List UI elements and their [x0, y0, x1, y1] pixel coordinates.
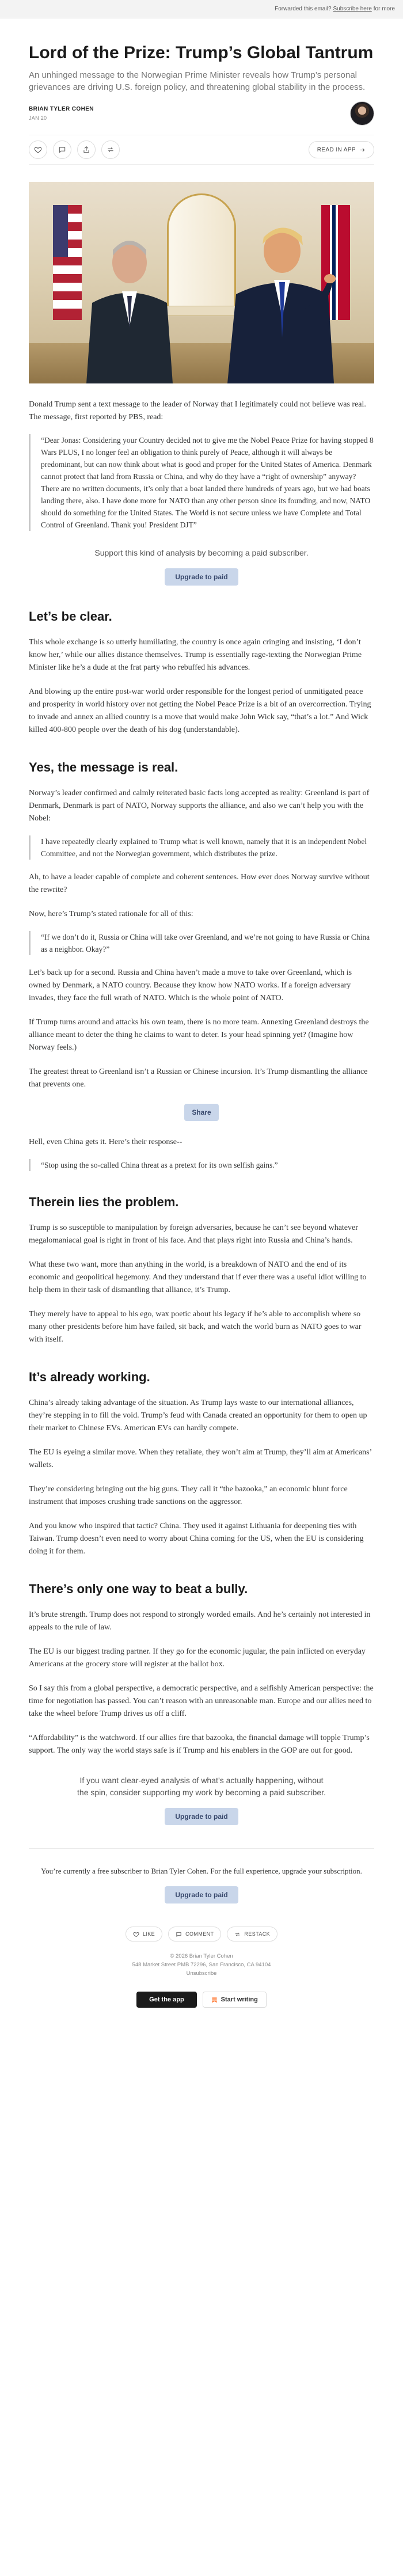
upgrade-subscription-link[interactable]: upgrade your subscription. — [282, 1867, 362, 1875]
pbs-link[interactable]: PBS — [128, 413, 143, 421]
unsubscribe-link[interactable]: Unsubscribe — [186, 1970, 217, 1977]
read-in-app-button[interactable] — [309, 141, 374, 158]
restack-icon — [234, 1931, 241, 1937]
paragraph: This whole exchange is so utterly humiliating, the country is once again cringing and insisting, ‘I don’t know her,’ while our allies distance themselves. Trump is essentially rage-texting the Norwegian Prime Minister like he’s a dude at the frat party who rebuffed his advances. — [29, 638, 362, 672]
read-in-app-label: READ IN APP — [317, 146, 356, 153]
paragraph: If Trump turns around and attacks his own team, there is no more team. Annexing Greenland destroys the alliance meant to deter the thing he claims to want to deter. Is your head spinning yet? (Imagine how Norway feels.) — [29, 1018, 369, 1052]
hero-image[interactable] — [29, 182, 374, 383]
postal-address: 548 Market Street PMB 72296, San Francisco, CA 94104 — [132, 1962, 271, 1968]
paragraph: “Affordability” is the watchword. If our allies fire that bazooka, the financial damage will topple Trump’s support. The only way the world stays safe is if Trump and his enablers in the GOP are out for good. — [29, 1734, 370, 1755]
trump-rationale-quote: “If we don’t do it, Russia or China will take over Greenland, and we’re not going to have Russia or China as a neighbor. Okay?” — [29, 931, 374, 955]
share-icon — [82, 146, 90, 154]
comment-icon — [176, 1931, 182, 1937]
post-title[interactable]: Lord of the Prize: Trump’s Global Tantrum — [29, 43, 374, 62]
norway-pm-quote: I have repeatedly clearly explained to Trump what is well known, namely that it is an independent Nobel Committee, and not the Norwegian government, which distributes the prize. — [29, 835, 374, 860]
paragraph: And you know who inspired that tactic? China. They used it against Lithuania for deepening ties with Taiwan. Trump doesn’t even need to worry about China coming for the US, when the EU is considering doing it for them. — [29, 1522, 364, 1556]
forward-banner — [0, 0, 403, 18]
subscribe-link[interactable]: Subscribe here — [333, 6, 372, 12]
paragraph: The EU is our biggest trading partner. If they go for the economic jugular, the pain inflicted on everyday Americans at the grocery store will register at the ballot box. — [29, 1647, 366, 1669]
paragraph: They’re considering bringing out the big guns. They call it “the bazooka,” an economic blunt force instrument that imposes crushing trade sanctions on the aggressor. — [29, 1485, 348, 1506]
comment-button[interactable] — [53, 140, 71, 159]
paragraph: What these two want, more than anything in the world, is a breakdown of NATO and the end of its economic and geopolitical hegemony. And they understand that if ever there was a useful idiot willing to help them in their task of dismantling that alliance, it’s Trump. — [29, 1260, 367, 1294]
author-link[interactable]: Brian Tyler Cohen — [151, 1867, 207, 1875]
president-figure — [219, 216, 340, 383]
paragraph: Let’s back up for a second. Russia and China haven’t made a move to take over Greenland, which is owned by Denmark, a NATO country. Because they know how NATO works. If a foreign adversary invades, they face the full wrath of NATO. Which is the whole point of NATO. — [29, 968, 352, 1002]
section-heading: It’s already working. — [29, 1370, 150, 1384]
divider — [29, 1848, 374, 1849]
trump-letter-quote: “Dear Jonas: Considering your Country decided not to give me the Nobel Peace Prize for having stopped 8 Wars PLUS, I no longer feel an obligation to think purely of Peace, although it will always be predominant, but can now think about what is good and proper for the United States of America. Denmark cannot protect that land from Russia or China, and why do they have a “right of ownership” anyway? There are no written documents, it’s only that a boat landed there hundreds of years ago, but we had boats landing there, also. I have done more for NATO than any other person since its founding, and now, NATO should do something for the United States. The World is not secure unless we have Complete and Total Control of Greenland. Thank you! President DJT” — [29, 434, 374, 531]
upgrade-to-paid-button[interactable]: Upgrade to paid — [165, 568, 238, 586]
substack-icon — [211, 1997, 218, 2003]
start-writing-button[interactable]: Start writing — [203, 1992, 267, 2008]
restack-pill[interactable]: RESTACK — [227, 1927, 277, 1942]
heart-icon — [34, 146, 42, 154]
app-bar — [29, 1992, 374, 2008]
copyright: © 2026 Brian Tyler Cohen — [170, 1953, 233, 1959]
share-button[interactable] — [77, 140, 96, 159]
subscribe-cta-text: Support this kind of analysis by becoming a paid subscriber. — [94, 548, 309, 557]
section-heading: Let’s be clear. — [29, 609, 112, 624]
paragraph: Trump is so susceptible to manipulation by foreign adversaries, because he can’t see beyond whatever megalomaniacal goal is right in front of his face. And that plays right into Russia and China’s hands. — [29, 1224, 358, 1245]
china-response-quote: “Stop using the so-called China threat as a pretext for its own selfish gains.” — [29, 1159, 374, 1171]
post — [29, 43, 374, 2008]
paragraph: Now, here’s Trump’s stated rationale for all of this: — [29, 910, 193, 918]
section-heading: Yes, the message is real. — [29, 760, 178, 774]
norwegian-prime-minister-figure — [75, 228, 184, 383]
forward-text: Forwarded this email? — [275, 6, 332, 12]
paragraph: The greatest threat to Greenland isn’t a Russian or Chinese incursion. It’s Trump dismantling the alliance that prevents one. — [29, 1067, 368, 1089]
avatar[interactable] — [350, 101, 374, 126]
paragraph: Norway’s leader confirmed and calmly reiterated basic facts long accepted as reality: Greenland is part of Denmark, Denmark is part of NATO, Norway supports the alliance, and also we can’t help you with the Nobel: — [29, 789, 370, 823]
comment-icon — [58, 146, 66, 154]
restack-button[interactable] — [101, 140, 120, 159]
action-bar — [29, 135, 374, 165]
section-heading: There’s only one way to beat a bully. — [29, 1582, 248, 1596]
upgrade-to-paid-button[interactable]: Upgrade to paid — [165, 1808, 238, 1825]
get-the-app-button[interactable]: Get the app — [136, 1992, 197, 2008]
post-date: JAN 20 — [29, 115, 47, 121]
subscribe-cta-text: If you want clear-eyed analysis of what’s actually happening, without the spin, consider supporting my work by becoming a paid subscriber. — [77, 1776, 326, 1797]
section-heading: Therein lies the problem. — [29, 1195, 179, 1209]
paragraph: The EU is eyeing a similar move. When they retaliate, they won’t aim at Trump, they’ll aim at Americans’ wallets. — [29, 1448, 372, 1469]
upgrade-to-paid-button[interactable]: Upgrade to paid — [165, 1886, 238, 1903]
arrow-right-icon — [359, 147, 366, 153]
paragraph: It’s brute strength. Trump does not respond to strongly worded emails. And he’s certainly not interested in appeals to the rule of law. — [29, 1610, 371, 1632]
paragraph: Donald Trump sent a text message to the leader of Norway that I legitimately could not believe was real. The message, first reported by PBS, read: — [29, 400, 366, 421]
paragraph: Ah, to have a leader capable of complete and coherent sentences. How ever does Norway survive without the rewrite? — [29, 873, 370, 894]
author-name[interactable]: BRIAN TYLER COHEN — [29, 106, 94, 112]
paragraph: And blowing up the entire post-war world order responsible for the longest period of unmitigated peace and prosperity in world history over not getting the Nobel Peace Prize is a bit of an overcorrection. Trying to invade and annex an allied country is a move that would make John Wick say, “that’s a lot.” And Wick killed 400-800 people over the death of his dog (understandable). — [29, 687, 371, 734]
comment-pill[interactable]: COMMENT — [168, 1927, 221, 1942]
post-subtitle: An unhinged message to the Norwegian Prime Minister reveals how Trump’s personal grievances are driving U.S. foreign policy, and threatening global stability in the process. — [29, 70, 366, 92]
footer-address — [29, 1952, 374, 1978]
paragraph: They merely have to appeal to his ego, wax poetic about his legacy if he’s able to accomplish where so many other presidents before him have failed, sit back, and watch the world burn as NATO goes to war with itself. — [29, 1310, 362, 1344]
share-post-button[interactable]: Share — [184, 1104, 219, 1121]
paragraph: So I say this from a global perspective, a democratic perspective, and a selfishly American perspective: the time for negotiation has passed. You can’t reason with an unreasonable man. Europe and our allies need to take the wheel before Trump drives us off a cliff. — [29, 1684, 374, 1718]
free-subscriber-note: You’re currently a free subscriber to Brian Tyler Cohen. For the full experience, upgrade your subscription. — [41, 1867, 362, 1875]
like-button[interactable] — [29, 140, 47, 159]
forward-suffix: for more — [373, 6, 395, 12]
heart-icon — [133, 1931, 139, 1937]
byline — [29, 101, 374, 126]
reaction-bar — [29, 1927, 374, 1942]
restack-icon — [107, 146, 115, 154]
paragraph: Hell, even China gets it. Here’s their response-- — [29, 1138, 183, 1146]
paragraph: China’s already taking advantage of the situation. As Trump lays waste to our international alliances, they’re stepping in to fill the void. Trump’s feud with Canada created an opportunity for them to open up their market to Chinese EVs. American EVs can hardly compete. — [29, 1399, 367, 1433]
like-pill[interactable]: LIKE — [126, 1927, 162, 1942]
